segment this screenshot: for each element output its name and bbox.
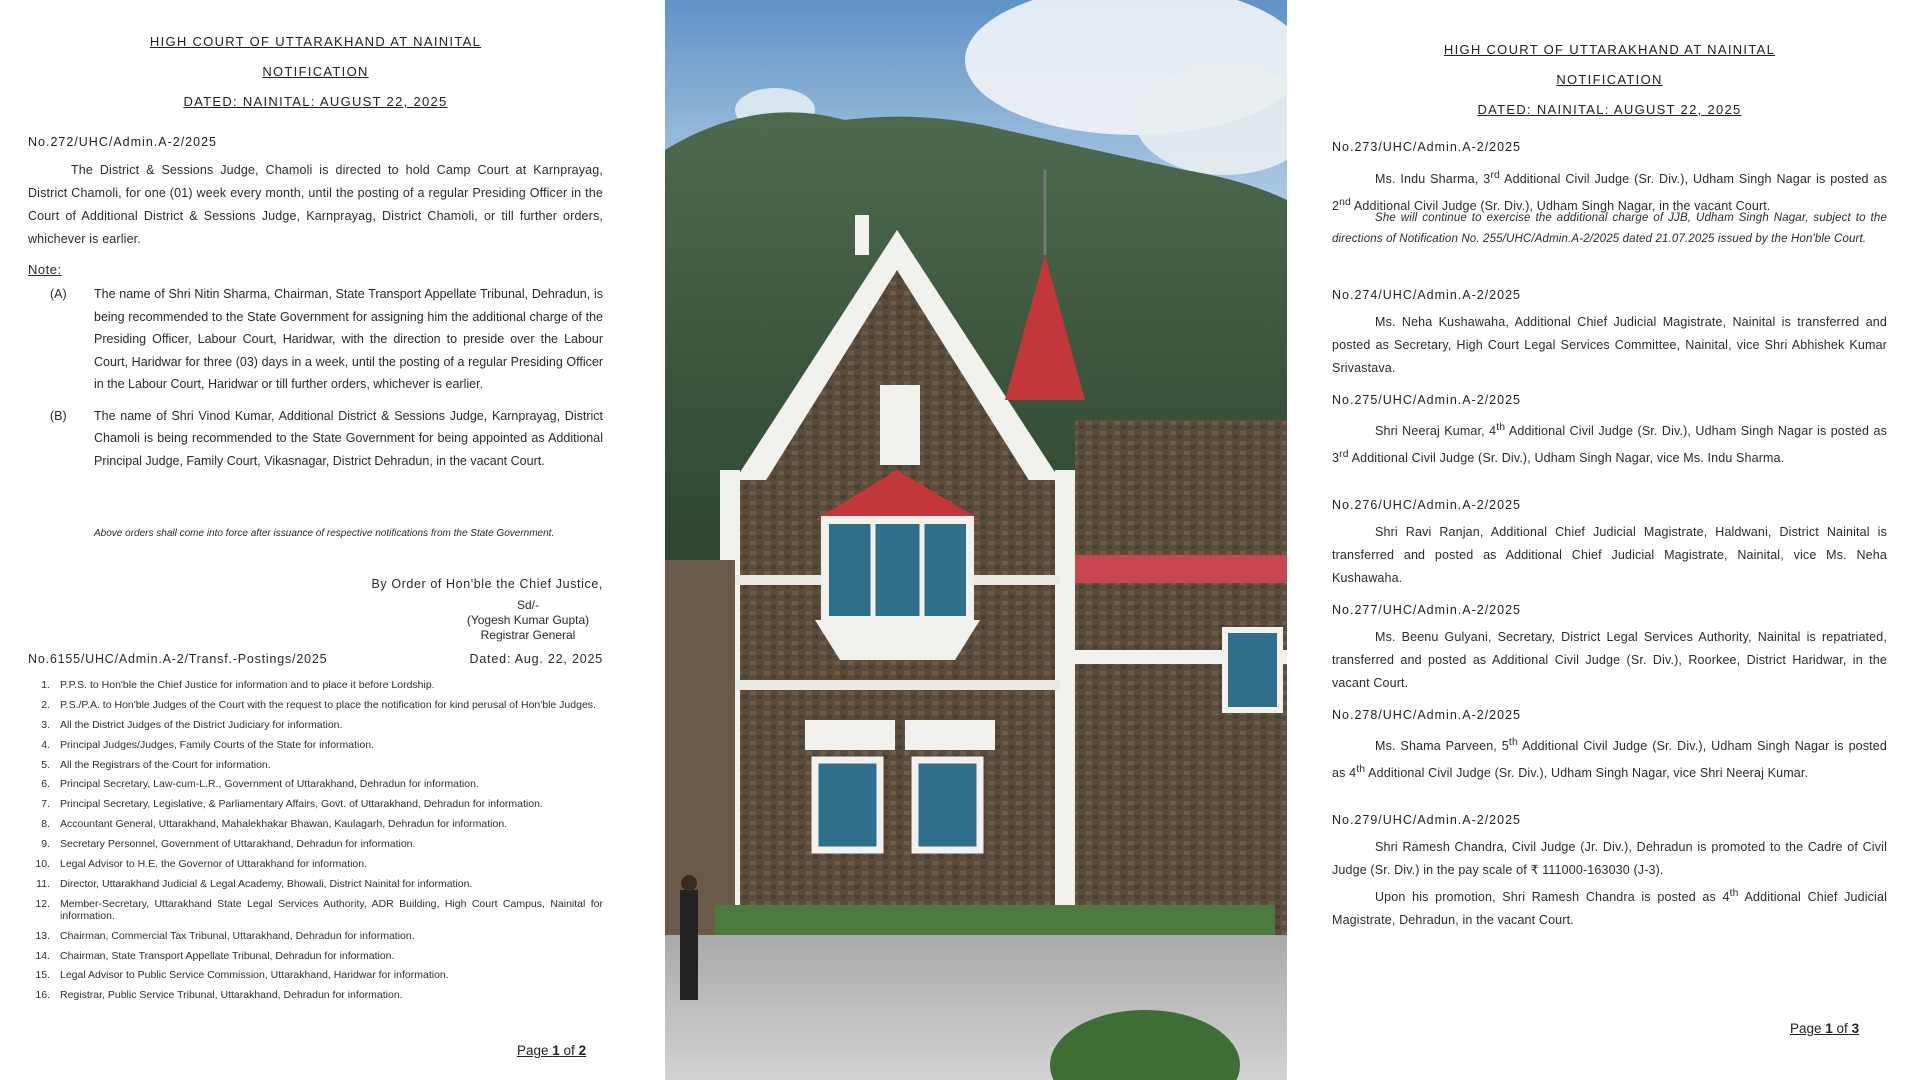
- item-number: 6.: [41, 778, 50, 791]
- item-number: 15.: [35, 969, 50, 982]
- distribution-item: [18, 719, 603, 731]
- distribution-item: [18, 759, 603, 771]
- distribution-item: [18, 930, 603, 942]
- signatory-title: Registrar General: [480, 628, 576, 642]
- distribution-item: [18, 950, 603, 962]
- item-text: Legal Advisor to Public Service Commission, Uttarakhand, Haridwar for information.: [60, 969, 449, 982]
- item-text: Principal Secretary, Law-cum-L.R., Government of Uttarakhand, Dehradun for information.: [60, 778, 479, 791]
- notification-heading: NOTIFICATION: [1556, 72, 1663, 87]
- order-line: By Order of Hon'ble the Chief Justice,: [371, 577, 603, 591]
- order-274: Ms. Neha Kushawaha, Additional Chief Judicial Magistrate, Nainital is transferred and posted as Secretary, High Court Legal Services Committee, Nainital, vice Shri Abhishek Kumar Srivastava.: [1332, 315, 1887, 375]
- distribution-item: [18, 798, 603, 810]
- item-number: 9.: [41, 838, 50, 851]
- distribution-item: [18, 878, 603, 890]
- item-text: Secretary Personnel, Government of Uttarakhand, Dehradun for information.: [60, 838, 416, 851]
- note-letter: (B): [50, 408, 67, 423]
- high-court-building-photo: [665, 0, 1287, 1080]
- item-number: 11.: [36, 877, 50, 890]
- item-number: 12.: [35, 897, 50, 910]
- note-text: The name of Shri Nitin Sharma, Chairman, State Transport Appellate Tribunal, Dehradun, is being recommended to the State Government for assigning him the additional charge of the Presiding Officer, Labour Court, Haridwar, with the direction to preside over the Labour Court, Haridwar for three (03) days in a week, until the posting of a regular Presiding Officer in the Labour Court, Haridwar or till further orders, whichever is earlier.: [94, 287, 603, 391]
- order-278: Ms. Shama Parveen, 5th Additional Civil Judge (Sr. Div.), Udham Singh Nagar is posted as 4th Additional Civil Judge (Sr. Div.), Udham Singh Nagar, vice Shri Neeraj Kumar.: [1332, 737, 1887, 781]
- item-number: 10.: [35, 858, 50, 871]
- building-illustration: [665, 0, 1287, 1080]
- notification-heading: NOTIFICATION: [262, 64, 369, 79]
- page-number-left: [517, 1043, 586, 1058]
- item-number: 14.: [35, 949, 50, 962]
- distribution-item: [18, 699, 603, 711]
- lower-window: [815, 760, 880, 850]
- camp-court-order: The District & Sessions Judge, Chamoli is directed to hold Camp Court at Karnprayag, District Chamoli, for one (01) week every month, until the posting of a regular Presiding Officer in the Court of Additional District & Sessions Judge, Karnprayag, District Chamoli, or till further orders, whichever is earlier.: [28, 163, 603, 246]
- doc-number: No.272/UHC/Admin.A-2/2025: [28, 135, 217, 149]
- right-pillar: [1055, 470, 1075, 920]
- distribution-item: [18, 739, 603, 751]
- distribution-list: [18, 679, 603, 1009]
- bay-window-base: [815, 620, 980, 660]
- dated-line: DATED: NAINITAL: AUGUST 22, 2025: [183, 94, 448, 109]
- dated-line: DATED: NAINITAL: AUGUST 22, 2025: [1477, 102, 1742, 117]
- page-current: 1: [552, 1043, 560, 1058]
- stone-band: [735, 680, 1060, 690]
- distribution-item: [18, 679, 603, 691]
- signature-mark: Sd/-: [516, 598, 539, 612]
- order-273: Ms. Indu Sharma, 3rd Additional Civil Judge (Sr. Div.), Udham Singh Nagar is posted as 2nd Additional Civil Judge (Sr. Div.), Udham Singh Nagar, in the vacant Court.: [1332, 170, 1887, 214]
- item-text: P.P.S. to Hon'ble the Chief Justice for information and to place it before Lordship.: [60, 679, 435, 691]
- right-header: [1332, 35, 1887, 125]
- distribution-item: [18, 818, 603, 830]
- upper-window-frame: [880, 385, 920, 465]
- order-276: Shri Ravi Ranjan, Additional Chief Judicial Magistrate, Haldwani, District Nainital is transferred and posted as Additional Chief Judicial Magistrate, Nainital, vice Ms. Neha Kushawaha.: [1332, 525, 1887, 585]
- signatory-name: (Yogesh Kumar Gupta): [466, 613, 590, 627]
- court-name: HIGH COURT OF UTTARAKHAND AT NAINITAL: [1443, 42, 1776, 57]
- item-text: Legal Advisor to H.E. the Governor of Uttarakhand for information.: [60, 858, 367, 871]
- item-text: P.S./P.A. to Hon'ble Judges of the Court with the request to place the notification for kind perusal of Hon'ble Judges.: [60, 698, 596, 711]
- spire: [855, 215, 869, 255]
- item-text: All the District Judges of the District Judiciary for information.: [60, 718, 343, 731]
- order-279-posting: Upon his promotion, Shri Ramesh Chandra is posted as 4th Additional Chief Judicial Magistrate, Dehradun, in the vacant Court.: [1332, 888, 1887, 928]
- distribution-date: Dated: Aug. 22, 2025: [469, 652, 603, 666]
- person-figure: [680, 890, 698, 1000]
- item-text: Principal Judges/Judges, Family Courts of the State for information.: [60, 738, 374, 751]
- window-hood: [905, 720, 995, 750]
- item-number: 4.: [41, 738, 50, 751]
- left-structure: [665, 560, 735, 940]
- side-roof: [1075, 555, 1287, 583]
- page-of: of: [1832, 1021, 1852, 1036]
- doc-number: No.276/UHC/Admin.A-2/2025: [1332, 498, 1521, 512]
- distribution-item: [18, 989, 603, 1001]
- item-number: 16.: [35, 989, 50, 1002]
- doc-number: No.277/UHC/Admin.A-2/2025: [1332, 603, 1521, 617]
- item-text: All the Registrars of the Court for information.: [60, 758, 271, 771]
- court-name: HIGH COURT OF UTTARAKHAND AT NAINITAL: [149, 34, 482, 49]
- note-item-b: [28, 405, 603, 473]
- doc-number: No.278/UHC/Admin.A-2/2025: [1332, 708, 1521, 722]
- item-text: Member-Secretary, Uttarakhand State Legal Services Authority, ADR Building, High Court Campus, Nainital for information.: [60, 897, 603, 922]
- page-prefix: Page: [1790, 1021, 1826, 1036]
- note-letter: (A): [50, 287, 67, 301]
- notes-list: [28, 283, 603, 472]
- window-hood: [805, 720, 895, 750]
- note-text: The name of Shri Vinod Kumar, Additional District & Sessions Judge, Karnprayag, District Chamoli is being recommended to the State Government for being appointed as Additional Principal Judge, Family Court, Vikasnagar, District Dehradun, in the vacant Court.: [94, 408, 603, 468]
- order-273-italic: She will continue to exercise the additional charge of JJB, Udham Singh Nagar, subject to the directions of Notification No. 255/UHC/Admin.A-2/2025 dated 21.07.2025 issued by the Hon'ble Court.: [1332, 212, 1887, 245]
- page-current: 1: [1825, 1021, 1833, 1036]
- page-of: of: [559, 1043, 579, 1058]
- left-header: [28, 27, 603, 117]
- item-number: 5.: [41, 758, 50, 771]
- item-number: 8.: [41, 818, 50, 831]
- note-item-a: [28, 283, 603, 396]
- distribution-item: [18, 969, 603, 981]
- item-text: Accountant General, Uttarakhand, Mahalekhakar Bhawan, Kaulagarh, Dehradun for information.: [60, 818, 508, 831]
- side-window: [1225, 630, 1280, 710]
- distribution-item: [18, 778, 603, 790]
- page-total: 2: [578, 1043, 587, 1058]
- page-number-right: [1790, 1021, 1859, 1036]
- item-number: 3.: [41, 718, 50, 731]
- distribution-item: [18, 858, 603, 870]
- item-text: Director, Uttarakhand Judicial & Legal Academy, Bhowali, District Nainital for information.: [60, 877, 473, 890]
- notification-page-left: [0, 0, 665, 1080]
- distribution-number: No.6155/UHC/Admin.A-2/Transf.-Postings/2025: [28, 652, 328, 666]
- bay-window: [825, 520, 970, 620]
- signature-block: [453, 598, 603, 643]
- item-text: Registrar, Public Service Tribunal, Uttarakhand, Dehradun for information.: [60, 989, 403, 1002]
- distribution-item: [18, 898, 603, 922]
- doc-number: No.274/UHC/Admin.A-2/2025: [1332, 288, 1521, 302]
- item-number: 1.: [41, 679, 50, 691]
- doc-number: No.275/UHC/Admin.A-2/2025: [1332, 393, 1521, 407]
- order-279-promotion: Shri Ramesh Chandra, Civil Judge (Jr. Div.), Dehradun is promoted to the Cadre of Civil Judge (Sr. Div.) in the pay scale of ₹ 111000-163030 (J-3).: [1332, 840, 1887, 877]
- notification-page-right: [1287, 0, 1920, 1080]
- order-275: Shri Neeraj Kumar, 4th Additional Civil Judge (Sr. Div.), Udham Singh Nagar is posted as 3rd Additional Civil Judge (Sr. Div.), Udham Singh Nagar, vice Ms. Indu Sharma.: [1332, 422, 1887, 466]
- page-total: 3: [1851, 1021, 1860, 1036]
- note-label: Note:: [28, 262, 62, 277]
- order-277: Ms. Beenu Gulyani, Secretary, District Legal Services Authority, Nainital is repatriated, transferred and posted as Additional Civil Judge (Sr. Div.), Roorkee, District Haridwar, in the vacant Court.: [1332, 630, 1887, 690]
- note-italic: Above orders shall come into force after issuance of respective notifications from the State Government.: [94, 528, 555, 539]
- doc-number: No.273/UHC/Admin.A-2/2025: [1332, 140, 1521, 154]
- item-text: Principal Secretary, Legislative, & Parliamentary Affairs, Govt. of Uttarakhand, Dehradun for information.: [60, 798, 543, 811]
- distribution-item: [18, 838, 603, 850]
- lower-window: [915, 760, 980, 850]
- distribution-header: [28, 652, 603, 666]
- item-number: 2.: [41, 698, 50, 711]
- doc-number: No.279/UHC/Admin.A-2/2025: [1332, 813, 1521, 827]
- item-number: 13.: [35, 929, 50, 942]
- item-number: 7.: [41, 798, 50, 811]
- page-prefix: Page: [517, 1043, 553, 1058]
- item-text: Chairman, Commercial Tax Tribunal, Uttarakhand, Dehradun for information.: [60, 929, 415, 942]
- item-text: Chairman, State Transport Appellate Tribunal, Dehradun for information.: [60, 949, 395, 962]
